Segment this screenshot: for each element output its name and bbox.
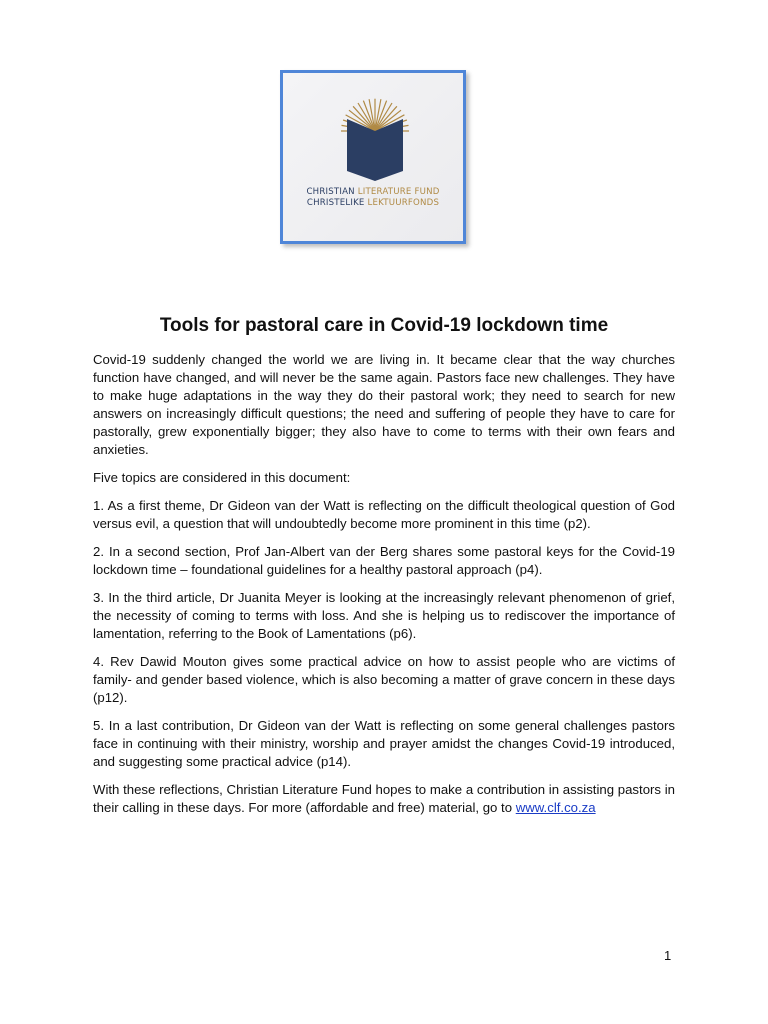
logo-word-lektuurfonds: LEKTUURFONDS	[367, 198, 440, 208]
topic-item: 5. In a last contribution, Dr Gideon van der Watt is reflecting on some general challenges pastors face in continuing with their ministry, worship and prayer amidst the changes Covid-19 introduced, and suggesting some practical advice (p14).	[93, 718, 675, 769]
topic-item: 3. In the third article, Dr Juanita Meyer is looking at the increasingly relevant phenomenon of grief, the necessity of coming to terms with loss. And she is helping us to rediscover the importance of lamentation, referring to the Book of Lamentations (p6).	[93, 590, 675, 641]
logo-word-christian: CHRISTIAN	[306, 187, 355, 197]
clf-logo	[280, 70, 466, 244]
page-number: 1	[664, 948, 672, 963]
document-title: Tools for pastoral care in Covid-19 lockdown time	[159, 315, 609, 336]
logo-word-literature-fund: LITERATURE FUND	[357, 187, 440, 197]
clf-website-link[interactable]: www.clf.co.za	[515, 800, 596, 815]
topic-item: 4. Rev Dawid Mouton gives some practical advice on how to assist people who are victims of family- and gender based violence, which is also becoming a matter of grave concern in these days (p12).	[93, 654, 675, 705]
open-book-icon	[341, 91, 409, 183]
topics-intro: Five topics are considered in this document:	[93, 470, 351, 485]
logo-word-christelike: CHRISTELIKE	[306, 198, 365, 208]
intro-paragraph: Covid-19 suddenly changed the world we are living in. It became clear that the way churches function have changed, and will never be the same again. Pastors face new challenges. They have to make huge adaptations in the way they do their pastoral work; they need to search for new answers on increasingly difficult questions; the need and suffering of people they have to care for pastorally, grew exponentially bigger; they also have to come to terms with their own fears and anxieties.	[93, 352, 675, 457]
closing-text: With these reflections, Christian Literature Fund hopes to make a contribution in assisting pastors in their calling in these days. For more (affordable and free) material, go to	[93, 782, 675, 815]
closing-paragraph	[93, 781, 675, 817]
topic-item: 1. As a first theme, Dr Gideon van der Watt is reflecting on the difficult theological question of God versus evil, a question that will undoubtedly become more prominent in this time (p2).	[93, 498, 675, 531]
document-body	[93, 315, 675, 827]
topic-item: 2. In a second section, Prof Jan-Albert van der Berg shares some pastoral keys for the Covid-19 lockdown time – foundational guidelines for a healthy pastoral approach (p4).	[93, 544, 675, 577]
logo-text	[283, 187, 463, 209]
